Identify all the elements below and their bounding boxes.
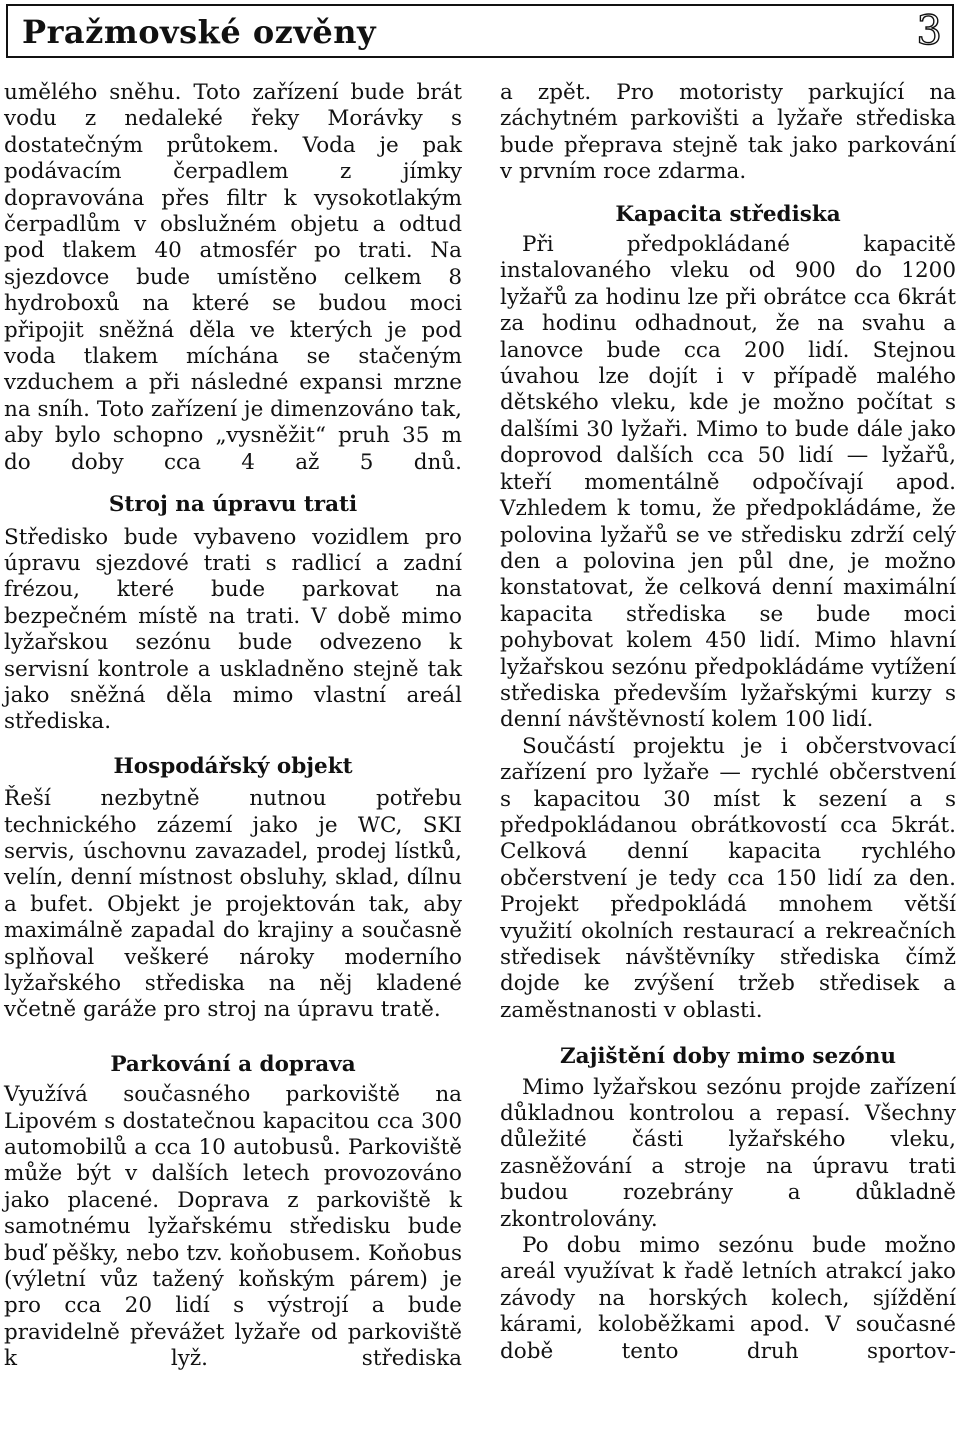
- heading-zajisteni-doby-mimo-sezonu: Zajištění doby mimo sezónu: [559, 1044, 897, 1070]
- page-number: 3: [916, 8, 942, 54]
- paragraph-parkovani-a-doprava: Využívá současného parkoviště na Lipovém s dostatečnou kapacitou cca 300 automobilů a cca 10 autobusů. Parkoviště může být v dalších letech provozováno jako placené. Doprava z parkoviště k samotnému lyžařskému středisku bude buď pěšky, nebo tzv. koňobusem. Koňobus (výletní vůz tažený koňským párem) je pro cca 20 lidí s výstrojí a bude pravidelně převážet lyžaře od parkoviště k lyž. střediska: [4, 1082, 462, 1372]
- right-intro-paragraph: a zpět. Pro motoristy parkující na záchytném parkovišti a lyžaře střediska bude přeprava stejně tak jako parkování v prvním roce zdarma.: [500, 80, 956, 185]
- masthead: [6, 4, 954, 58]
- left-intro-paragraph: umělého sněhu. Toto zařízení bude brát vodu z nedaleké řeky Morávky s dostatečným průtokem. Voda je pak podávacím čerpadlem z jímky dopravována přes filtr k vysokotlakým čerpadlům v obslužném objetu a odtud pod tlakem 40 atmosfér po trati. Na sjezdovce bude umístěno celkem 8 hydroboxů na které se budou moci připojit sněžná děla ve kterých je pod voda tlakem míchána se stačeným vzduchem a při následné expansi mrzne na sníh. Toto zařízení je dimenzováno tak, aby bylo schopno „vysněžit“ pruh 35 m do doby cca 4 až 5 dnů.: [4, 80, 462, 475]
- paragraph-stroj-na-upravu-trati: Středisko bude vybaveno vozidlem pro úpravu sjezdové trati s radlicí a zadní frézou, které bude parkovat na bezpečném místě na trati. V době mimo lyžařskou sezónu bude odvezeno k servisní kontrole a uskladněno stejně tak jako sněžná děla mimo vlastní areál střediska.: [4, 524, 462, 735]
- newsletter-title: Pražmovské ozvěny: [22, 13, 377, 51]
- paragraph-kapacita-2: Součástí projektu je i občerstvovací zařízení pro lyžaře — rychlé občerstvení s kapacitou 30 míst k sezení a s předpokládanou obrátkovostí cca 5krát. Celková denní kapacita rychlého občerstvení je tedy cca 150 lidí za den. Projekt předpokládá mnohem větší využití okolních restaurací a rekreačních středisek návštěvníky střediska čímž dojde ke zvýšení tržeb středisek a zaměstnanosti v oblasti.: [500, 733, 956, 1023]
- paragraph-kapacita-1: Při předpokládané kapacitě instalovaného vleku od 900 do 1200 lyžařů za hodinu lze při obrátce cca 6krát za hodinu odhadnout, že na svahu a lanovce bude cca 200 lidí. Stejnou úvahou lze dojít i v případě malého dětského vleku, kde je možno počítat s dalšími 30 lyžaři. Mimo to bude dále jako doprovod dalších cca 50 lidí — lyžařů, kteří momentálně odpočívají apod. Vzhledem k tomu, že předpokládáme, že polovina lyžařů se ve středisku zdrží celý den a polovina jen půl dne, je možno konstatovat, že celková denní maximální kapacita střediska se bude moci pohybovat kolem 450 lidí. Mimo hlavní lyžařskou sezónu předpokládáme vytížení střediska především lyžařskými kurzy s denní návštěvností kolem 100 lidí.: [500, 232, 956, 733]
- paragraph-mimo-sezonu-2: Po dobu mimo sezónu bude možno areál využívat k řadě letních atrakcí jako závody na horských kolech, sjíždění kárami, koloběžkami apod. V současné době tento druh sportov-: [500, 1233, 956, 1364]
- paragraph-hospodarsky-objekt: Řeší nezbytně nutnou potřebu technického zázemí jako je WC, SKI servis, úschovnu zavazadel, prodej lístků, velín, denní místnost obsluhy, sklad, dílnu a bufet. Objekt je projektován tak, aby maximálně zapadal do krajiny a současně splňoval veškeré nároky moderního lyžařského střediska na něj kladené včetně garáže pro stroj na úpravu tratě.: [4, 786, 462, 1023]
- right-column: [500, 80, 956, 1365]
- heading-stroj-na-upravu-trati: Stroj na úpravu trati: [108, 492, 358, 518]
- heading-parkovani-a-doprava: Parkování a doprava: [110, 1051, 356, 1077]
- heading-hospodarsky-objekt: Hospodářský objekt: [113, 753, 353, 779]
- paragraph-mimo-sezonu-1: Mimo lyžařskou sezónu projde zařízení důkladnou kontrolou a repasí. Všechny důležité části lyžařského vleku, zasněžování a stroje na úpravu trati budou rozebrány a důkladně zkontrolovány.: [500, 1074, 956, 1232]
- heading-kapacita-strediska: Kapacita střediska: [615, 201, 841, 227]
- left-column: [4, 80, 462, 1373]
